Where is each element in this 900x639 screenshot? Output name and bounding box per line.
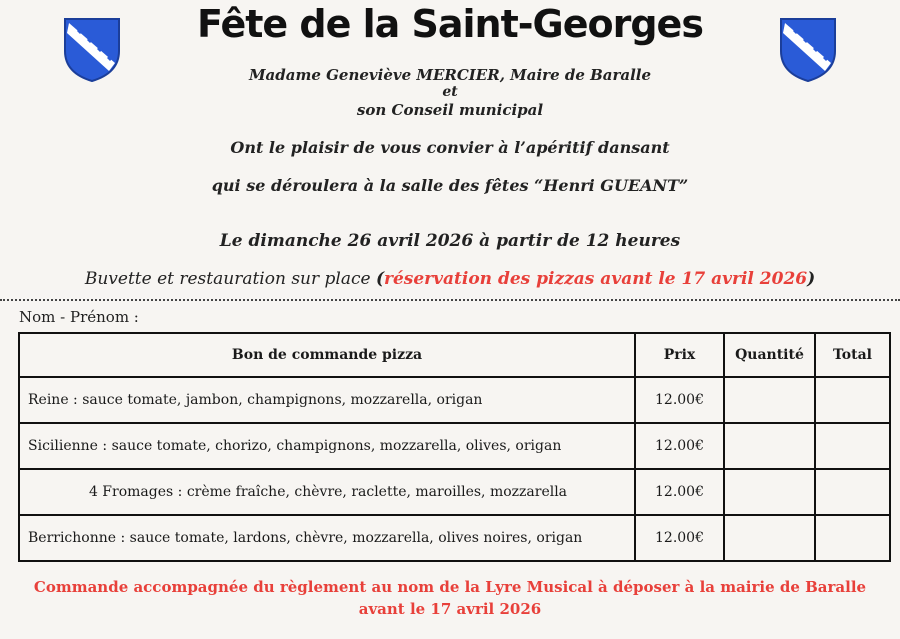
total-cell[interactable] [815, 423, 890, 469]
and-line: et [442, 84, 458, 100]
council-line: son Conseil municipal [356, 101, 544, 119]
quantity-cell[interactable] [724, 423, 815, 469]
deadline-line: avant le 17 avril 2026 [358, 600, 542, 618]
total-cell[interactable] [815, 377, 890, 423]
pizza-description: 4 Fromages : crème fraîche, chèvre, raclette, maroilles, mozzarella [19, 469, 635, 515]
table-row [19, 515, 890, 561]
pizza-price: 12.00€ [635, 423, 724, 469]
table-row [19, 423, 890, 469]
reservation-deadline: réservation des pizzas avant le 17 avril 2026 [384, 269, 808, 289]
column-header-quantity: Quantité [724, 333, 815, 377]
quantity-cell[interactable] [724, 469, 815, 515]
name-field-label: Nom - Prénom : [19, 308, 139, 326]
pizza-description: Reine : sauce tomate, jambon, champignons, mozzarella, origan [19, 377, 635, 423]
table-row [19, 377, 890, 423]
mayor-line: Madame Geneviève MERCIER, Maire de Baralle [248, 66, 652, 84]
open-paren: ( [375, 269, 385, 289]
pizza-price: 12.00€ [635, 469, 724, 515]
buvette-text: Buvette et restauration sur place [84, 269, 376, 289]
quantity-cell[interactable] [724, 515, 815, 561]
quantity-cell[interactable] [724, 377, 815, 423]
pizza-description: Sicilienne : sauce tomate, chorizo, champignons, mozzarella, olives, origan [19, 423, 635, 469]
close-paren: ) [807, 269, 816, 289]
column-header-price: Prix [635, 333, 724, 377]
buvette-line [0, 269, 900, 289]
payment-instructions [0, 576, 900, 620]
table-header-row [19, 333, 890, 377]
cut-line-divider [0, 299, 900, 301]
pizza-price: 12.00€ [635, 515, 724, 561]
pizza-price: 12.00€ [635, 377, 724, 423]
date-line: Le dimanche 26 avril 2026 à partir de 12 heures [219, 231, 681, 251]
column-header-total: Total [815, 333, 890, 377]
payment-line: Commande accompagnée du règlement au nom de la Lyre Musical à déposer à la mairie de Baralle [33, 578, 867, 596]
invitation-line: Ont le plaisir de vous convier à l’apéritif dansant [230, 138, 670, 157]
venue-line: qui se déroulera à la salle des fêtes “Henri GUEANT” [211, 176, 689, 195]
page-title: Fête de la Saint-Georges [197, 2, 703, 46]
table-row [19, 469, 890, 515]
pizza-description: Berrichonne : sauce tomate, lardons, chèvre, mozzarella, olives noires, origan [19, 515, 635, 561]
pizza-order-table [18, 332, 891, 562]
column-header-pizza: Bon de commande pizza [19, 333, 635, 377]
total-cell[interactable] [815, 469, 890, 515]
total-cell[interactable] [815, 515, 890, 561]
